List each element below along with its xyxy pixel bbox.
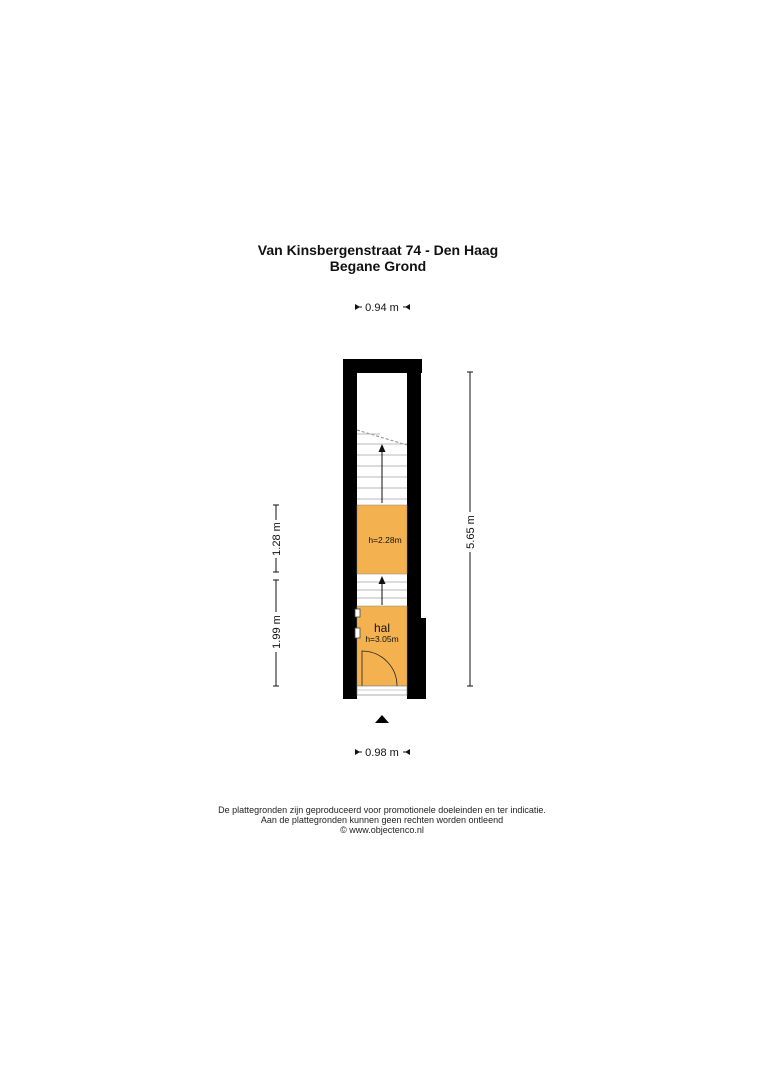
disclaimer-line-2: Aan de plattegronden kunnen geen rechten worden ontleend <box>260 815 504 825</box>
total-length-dimension <box>463 372 477 686</box>
lower-segment-label: 1.99 m <box>271 615 283 649</box>
bottom-width-dimension <box>355 747 410 759</box>
hall-room <box>355 606 407 686</box>
meter-box-icon <box>355 609 360 617</box>
upper-staircase <box>357 430 407 503</box>
upper-void <box>357 373 407 429</box>
radiator-icon <box>355 628 360 638</box>
upper-segment-label: 1.28 m <box>271 522 283 556</box>
total-length-label: 5.65 m <box>465 515 477 549</box>
upper-segment-dimension <box>269 505 283 572</box>
plan-title: Van Kinsbergenstraat 74 - Den Haag <box>257 242 499 258</box>
lower-staircase <box>357 576 407 605</box>
landing-room <box>357 505 407 574</box>
entrance-arrow-icon <box>375 715 389 723</box>
disclaimer-line-1: De plattegronden zijn geproduceerd voor promotionele doeleinden en ter indicatie. <box>218 805 546 815</box>
hall-name: hal <box>373 621 391 635</box>
landing-height: h=2.28m <box>368 535 402 545</box>
floor-label: Begane Grond <box>329 258 427 274</box>
entrance-threshold <box>357 686 407 695</box>
top-width-label: 0.94 m <box>365 302 399 314</box>
lower-segment-dimension <box>269 580 283 686</box>
bottom-width-label: 0.98 m <box>365 747 399 759</box>
hall-height: h=3.05m <box>365 634 399 644</box>
top-width-dimension <box>355 302 410 314</box>
copyright-line: © www.objectenco.nl <box>340 825 424 835</box>
